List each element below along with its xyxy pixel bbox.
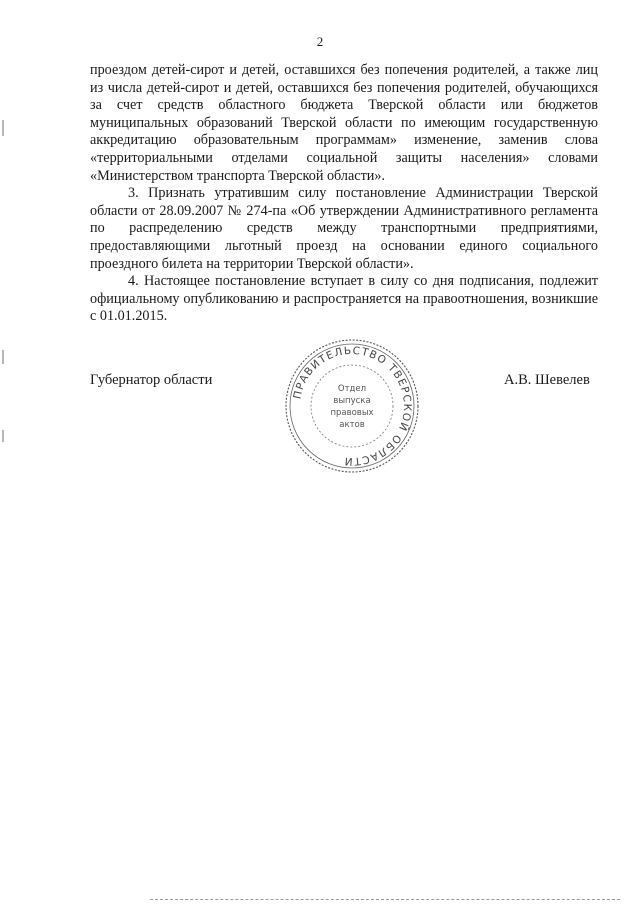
seal-center-line-2: выпуска [333,396,371,406]
seal-center-line-4: актов [339,420,365,430]
paragraph-3: 3. Признать утратившим силу постановление Администрации Тверской области от 28.09.2007 № 274-па «Об утверждении Административного регламента по распределению средств между транспортными предприятиями, предоставляющими льготный проезд на основании единого социального проездного билета на территории Тверской области». [90,185,598,272]
seal-center-line-1: Отдел [337,384,367,394]
paragraph-continuation: проездом детей-сирот и детей, оставшихся без попечения родителей, а также лиц из числа детей-сирот и детей, оставшихся без попечения родителей, обучающихся за счет средств областного бюджета Тверской области или бюджетов муниципальных образований Тверской области по имеющим государственную аккредитацию образовательным программам» изменение, заменив слова «территориальными отделами социальной защиты населения» словами «Министерством транспорта Тверской области». [90,62,598,184]
seal-ring-text: ПРАВИТЕЛЬСТВО ТВЕРСКОЙ ОБЛАСТИ [291,344,414,468]
signatory-name: А.В. Шевелев [504,372,590,388]
paragraph-4: 4. Настоящее постановление вступает в силу со дня подписания, подлежит официальному опубликованию и распространяется на правоотношения, возникшие с 01.01.2015. [90,273,598,325]
scan-bottom-edge [150,899,620,901]
svg-text:ПРАВИТЕЛЬСТВО ТВЕРСКОЙ ОБЛАСТИ [291,345,413,467]
seal-center-line-3: правовых [330,408,374,418]
scan-margin-mark [2,430,4,442]
scan-margin-mark [2,350,4,364]
signatory-position: Губернатор области [90,372,213,388]
official-seal [282,336,422,476]
document-body [90,62,598,326]
scan-margin-mark [2,120,4,136]
page-number: 2 [316,34,324,49]
